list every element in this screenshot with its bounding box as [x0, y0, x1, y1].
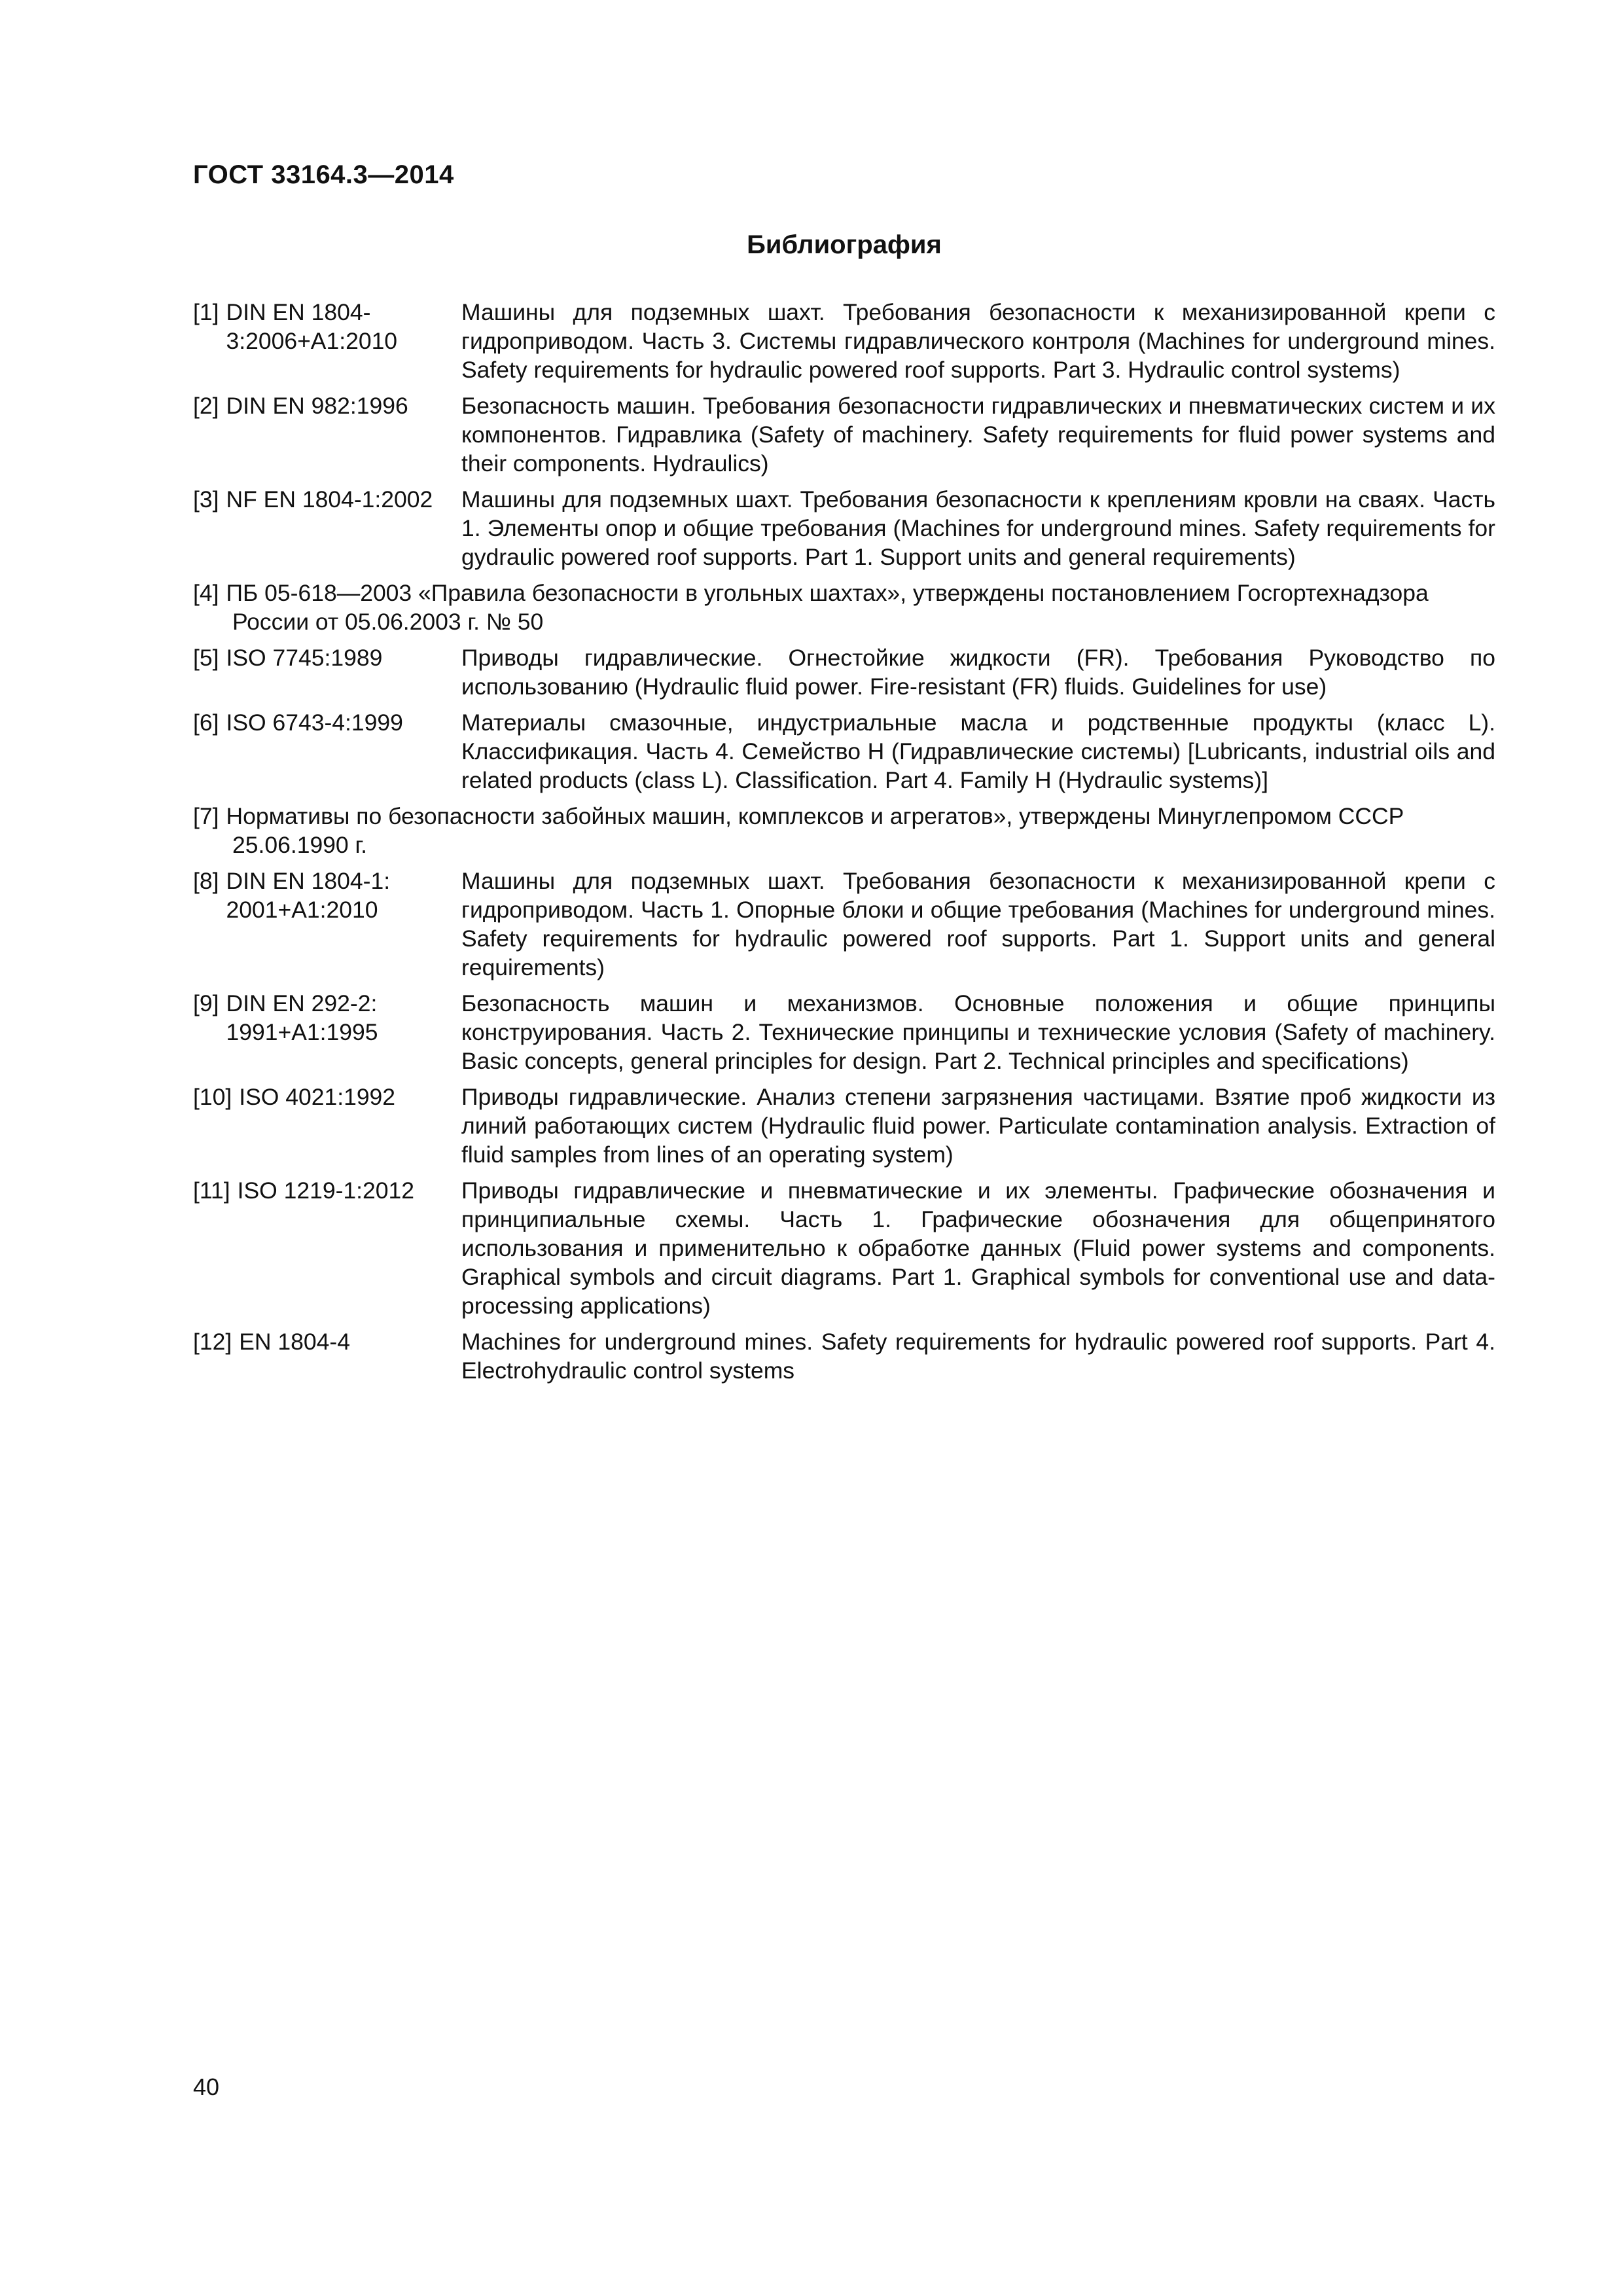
- entry-source: ISO 6743-4:1999: [226, 709, 403, 736]
- entry-reference: [193, 391, 461, 478]
- entry-reference: [193, 708, 461, 795]
- entry-number: [4]: [193, 580, 219, 606]
- entry-description: Безопасность машин и механизмов. Основные положения и общие принципы конструирования. Часть 2. Технические принципы и технические условия (Safety of machinery. Basic concepts, general principles for design. Part 2. Technical principles and specifications): [461, 990, 1495, 1074]
- bibliography-entry-5: [193, 643, 1495, 701]
- entry-number: [7]: [193, 803, 219, 829]
- bibliography-entry-7: [193, 802, 1495, 859]
- entry-description: Машины для подземных шахт. Требования безопасности к креплениям кровли на сваях. Часть 1. Элементы опор и общие требования (Machines for underground mines. Safety requirements for gydraulic powered roof supports. Part 1. Support units and general requirements): [461, 486, 1495, 570]
- entry-description: Машины для подземных шахт. Требования безопасности к механизированной крепи с гидроприводом. Часть 3. Системы гидравлического контроля (Machines for underground mines. Safety requirements for hydraulic powered roof supports. Part 3. Hydraulic control systems): [461, 299, 1495, 383]
- entry-number: [9]: [193, 990, 219, 1016]
- bibliography-list: [193, 298, 1495, 1392]
- entry-number: [1]: [193, 299, 219, 325]
- entry-source: EN 1804-4: [239, 1329, 350, 1355]
- entry-number: [11]: [193, 1177, 230, 1204]
- entry-reference: [193, 989, 461, 1075]
- entry-number: [10]: [193, 1084, 232, 1110]
- entry-reference: [193, 643, 461, 701]
- bibliography-entry-2: [193, 391, 1495, 478]
- entry-number: [8]: [193, 868, 219, 894]
- entry-source: ISO 4021:1992: [239, 1084, 396, 1110]
- bibliography-entry-1: [193, 298, 1495, 384]
- entry-reference: [193, 485, 461, 571]
- entry-number: [2]: [193, 393, 219, 419]
- bibliography-entry-8: [193, 867, 1495, 982]
- bibliography-entry-11: [193, 1176, 1495, 1320]
- entry-reference: [193, 1083, 461, 1169]
- entry-number: [5]: [193, 645, 219, 671]
- entry-source: ISO 7745:1989: [226, 645, 383, 671]
- bibliography-entry-4: [193, 579, 1495, 636]
- entry-reference: [193, 1327, 461, 1385]
- entry-reference: [193, 867, 461, 982]
- entry-description: Материалы смазочные, индустриальные масла и родственные продукты (класс L). Классификация. Часть 4. Семейство Н (Гидравлические системы) [Lubricants, industrial oils and related products (class L). Classification. Part 4. Family H (Hydraulic systems)]: [461, 709, 1495, 793]
- entry-source: DIN EN 1804- 3:2006+A1:2010: [226, 299, 398, 354]
- entry-number: [3]: [193, 486, 219, 512]
- entry-description: Приводы гидравлические. Анализ степени загрязнения частицами. Взятие проб жидкости из линий работающих систем (Hydraulic fluid power. Particulate contamination analysis. Extraction of fluid samples from lines of an operating system): [461, 1084, 1495, 1168]
- entry-description: Безопасность машин. Требования безопасности гидравлических и пневматических систем и их компонентов. Гидравлика (Safety of machinery. Safety requirements for fluid power systems and their components. Hydraulics): [461, 393, 1495, 476]
- entry-source: NF EN 1804-1:2002: [226, 486, 433, 512]
- bibliography-entry-9: [193, 989, 1495, 1075]
- document-code: ГОСТ 33164.3—2014: [193, 160, 454, 189]
- entry-reference: [193, 298, 461, 384]
- entry-source: DIN EN 1804-1: 2001+A1:2010: [226, 868, 391, 923]
- entry-description: Machines for underground mines. Safety requirements for hydraulic powered roof supports. Part 4. Electrohydraulic control systems: [461, 1329, 1495, 1384]
- bibliography-entry-12: [193, 1327, 1495, 1385]
- entry-description: ПБ 05-618—2003 «Правила безопасности в угольных шахтах», утверждены постановлением Госгортехнадзора: [226, 580, 1429, 606]
- bibliography-entry-6: [193, 708, 1495, 795]
- entry-reference: [193, 1176, 461, 1320]
- entry-number: [12]: [193, 1329, 232, 1355]
- bibliography-entry-10: [193, 1083, 1495, 1169]
- page-number: 40: [193, 2073, 220, 2100]
- entry-description-continuation: 25.06.1990 г.: [232, 832, 368, 858]
- entry-description: Нормативы по безопасности забойных машин, комплексов и агрегатов», утверждены Минуглепромом СССР: [226, 803, 1404, 829]
- entry-source: ISO 1219-1:2012: [237, 1177, 414, 1204]
- entry-description: Приводы гидравлические. Огнестойкие жидкости (FR). Требования Руководство по использованию (Hydraulic fluid power. Fire-resistant (FR) fluids. Guidelines for use): [461, 645, 1495, 700]
- bibliography-title: Библиография: [747, 230, 942, 259]
- entry-description-continuation: России от 05.06.2003 г. № 50: [232, 609, 544, 635]
- entry-description: Машины для подземных шахт. Требования безопасности к механизированной крепи с гидроприводом. Часть 1. Опорные блоки и общие требования (Machines for underground mines. Safety requirements for hydraulic powered roof supports. Part 1. Support units and general requirements): [461, 868, 1495, 980]
- bibliography-entry-3: [193, 485, 1495, 571]
- entry-description: Приводы гидравлические и пневматические и их элементы. Графические обозначения и принципиальные схемы. Часть 1. Графические обозначения для общепринятого использования и применительно к обработке данных (Fluid power systems and components. Graphical symbols and circuit diagrams. Part 1. Graphical symbols for conventional use and data-processing applications): [461, 1177, 1495, 1319]
- entry-source: DIN EN 982:1996: [226, 393, 408, 419]
- entry-source: DIN EN 292-2: 1991+A1:1995: [226, 990, 378, 1045]
- entry-number: [6]: [193, 709, 219, 736]
